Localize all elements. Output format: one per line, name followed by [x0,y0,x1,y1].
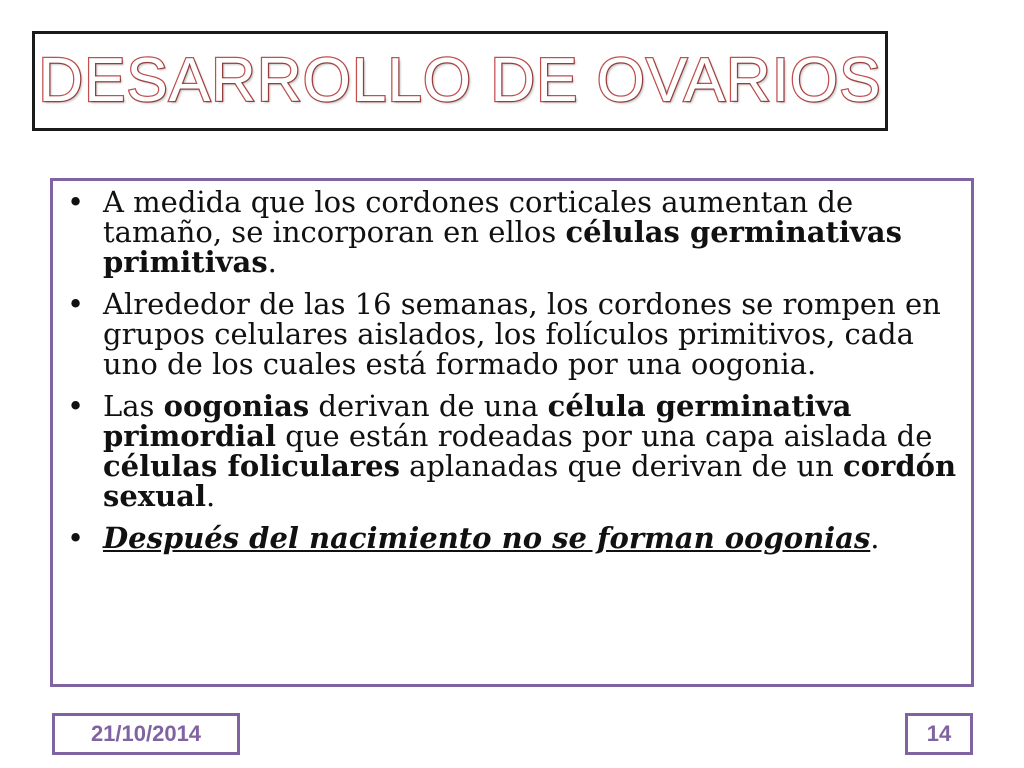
text-segment: . [870,521,880,555]
text-segment: . [205,479,216,513]
title-frame [32,31,888,131]
bullet-item-4 [61,523,963,553]
bullet-item-1 [61,187,963,277]
bold-term: célula germinativa primordial [103,389,852,453]
bullet-icon: • [67,287,85,321]
bold-term: oogonias [163,389,310,423]
page-number: 14 [905,713,973,755]
footer-date: 21/10/2014 [52,713,240,755]
text-segment: Alrededor de las 16 semanas, los cordones se rompen en grupos celulares aislados, los folículos primitivos, cada uno de los cuales está formado por una oogonia. [103,287,941,381]
bullet-item-2 [61,289,963,379]
text-segment: derivan de una [309,389,548,423]
text-segment: A medida que los cordones corticales aumentan de tamaño, se incorporan en ellos [103,185,854,249]
text-segment: Las [103,389,164,423]
content-frame [50,178,974,687]
text-segment: aplanadas que derivan de un [399,449,844,483]
bullet-icon: • [67,521,85,555]
bullet-item-3 [61,391,963,511]
bullet-icon: • [67,185,85,219]
bullet-list [61,187,963,553]
text-segment: . [267,245,277,279]
text-segment: que están rodeadas por una capa aislada de [275,419,933,453]
bold-term: células germinativas primitivas [103,215,902,279]
emphasized-statement: Después del nacimiento no se forman oogonias [103,521,871,555]
slide-title: DESARROLLO DE OVARIOS [38,46,882,115]
bold-term: cordón sexual [103,449,957,513]
bullet-icon: • [67,389,85,423]
bold-term: células foliculares [103,449,400,483]
